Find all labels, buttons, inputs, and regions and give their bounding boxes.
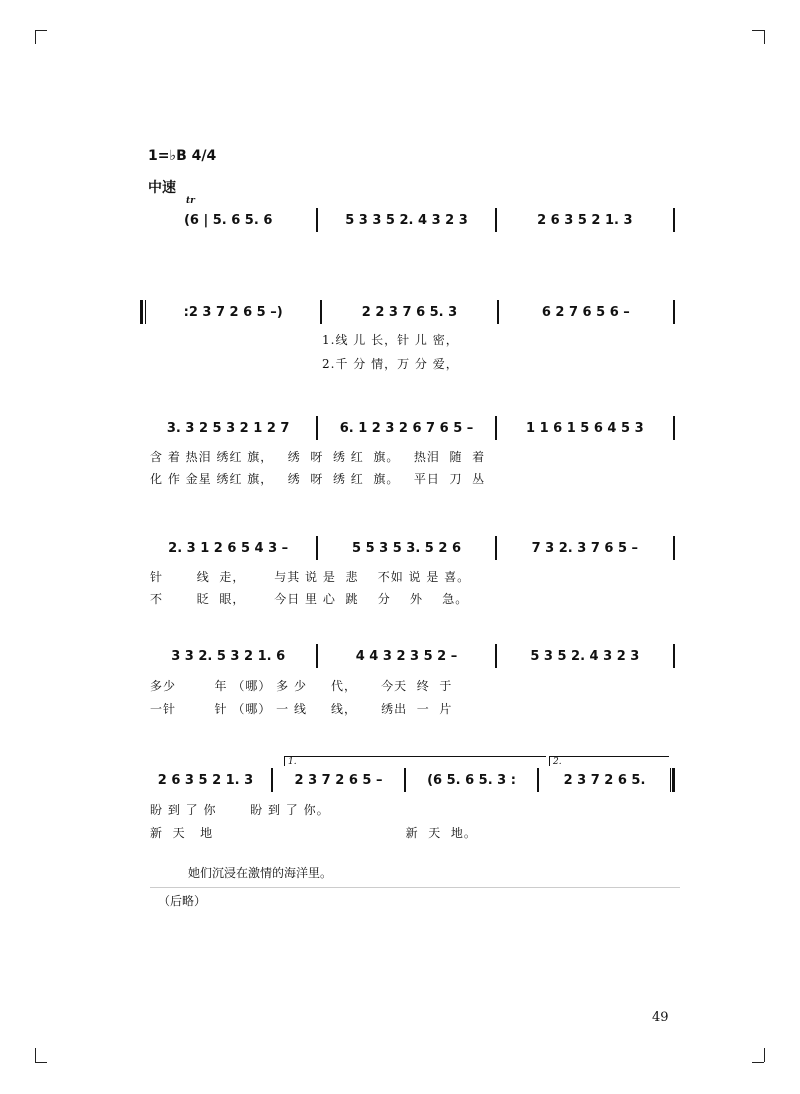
lyrics-verse-2: 不 眨 眼， 今日 里 心 跳 分 外 急。	[150, 592, 469, 606]
score-line-2	[140, 300, 675, 324]
key-signature: 1=♭B 4/4	[148, 148, 217, 164]
crop-mark-tl-v	[35, 30, 36, 44]
crop-mark-bl-h	[35, 1062, 47, 1063]
score-line-3	[140, 416, 675, 440]
measure: 6. 1 2 3 2 6 7 6 5 –	[339, 420, 474, 436]
measure: 3. 3 2 5 3 2 1 2 7	[166, 420, 290, 436]
barline	[673, 300, 675, 324]
lyrics-verse-2: 化 作 金星 绣红 旗， 绣 呀 绣 红 旗。 平日 刀 丛	[150, 472, 486, 486]
barline	[673, 416, 675, 440]
measure: (6 | 5. 6 5. 6	[183, 212, 273, 228]
measure: 2 6 3 5 2 1. 3	[537, 212, 633, 228]
lyrics-verse-1: 1.线 儿 长，针 儿 密，	[322, 333, 459, 347]
measure: 3 3 2. 5 3 2 1. 6	[171, 648, 286, 664]
measure: 1 1 6 1 5 6 4 5 3	[526, 420, 644, 436]
lyrics-verse-2: 2.千 分 情，万 分 爱，	[322, 357, 459, 371]
barline	[673, 536, 675, 560]
measure: 2 2 3 7 6 5. 3	[361, 304, 458, 320]
crop-mark-tr-h	[752, 30, 764, 31]
lyrics-verse-1: 盼 到 了 你 盼 到 了 你。	[150, 803, 330, 817]
measure: 2. 3 1 2 6 5 4 3 –	[168, 540, 289, 556]
crop-mark-br-v	[764, 1048, 765, 1062]
barline	[673, 208, 675, 232]
score-line-5	[140, 644, 675, 668]
tempo-marking: 中速	[148, 180, 176, 196]
page-number: 49	[652, 1010, 669, 1025]
score-line-4	[140, 536, 675, 560]
crop-mark-tl-h	[35, 30, 47, 31]
crop-mark-tr-v	[764, 30, 765, 44]
measure: 6 2 7 6 5 6 –	[541, 304, 630, 320]
measure: 5 3 3 5 2. 4 3 2 3	[345, 212, 468, 228]
measure: 5 3 5 2. 4 3 2 3	[530, 648, 640, 664]
lyrics-verse-2: 一针 针 （哪） 一 线 线， 绣出 一 片	[150, 702, 453, 716]
crop-mark-bl-v	[35, 1048, 36, 1062]
footnote-text: 她们沉浸在激情的海洋里。	[188, 866, 333, 880]
lyrics-verse-1: 多少 年 （哪） 多 少 代， 今天 终 于	[150, 679, 453, 693]
measure: (6 5. 6 5. 3 :	[427, 772, 516, 788]
first-ending-bracket: 1.	[284, 756, 546, 766]
final-barline	[670, 768, 675, 792]
barline	[673, 644, 675, 668]
crop-mark-br-h	[752, 1062, 764, 1063]
measure: 2 3 7 2 6 5.	[563, 772, 646, 788]
measure: 2 3 7 2 6 5 –	[294, 772, 383, 788]
measure: 7 3 2. 3 7 6 5 –	[531, 540, 639, 556]
measure: 2 6 3 5 2 1. 3	[157, 772, 254, 788]
omitted-note: （后略）	[158, 894, 207, 908]
lyrics-verse-1: 含 着 热泪 绣红 旗， 绣 呀 绣 红 旗。 热泪 随 着	[150, 450, 486, 464]
score-line-6	[140, 768, 675, 792]
lyrics-verse-1: 针 线 走， 与其 说 是 悲 不如 说 是 喜。	[150, 570, 471, 584]
measure: :2 3 7 2 6 5 –)	[183, 304, 283, 320]
measure: 4 4 3 2 3 5 2 –	[355, 648, 458, 664]
trill-marking: tr	[186, 196, 195, 206]
lyrics-verse-2: 新 天 地 新 天 地。	[150, 826, 477, 840]
measure: 5 5 3 5 3. 5 2 6	[352, 540, 461, 556]
second-ending-bracket: 2.	[549, 756, 669, 766]
score-line-1	[140, 208, 675, 232]
divider	[150, 887, 680, 888]
